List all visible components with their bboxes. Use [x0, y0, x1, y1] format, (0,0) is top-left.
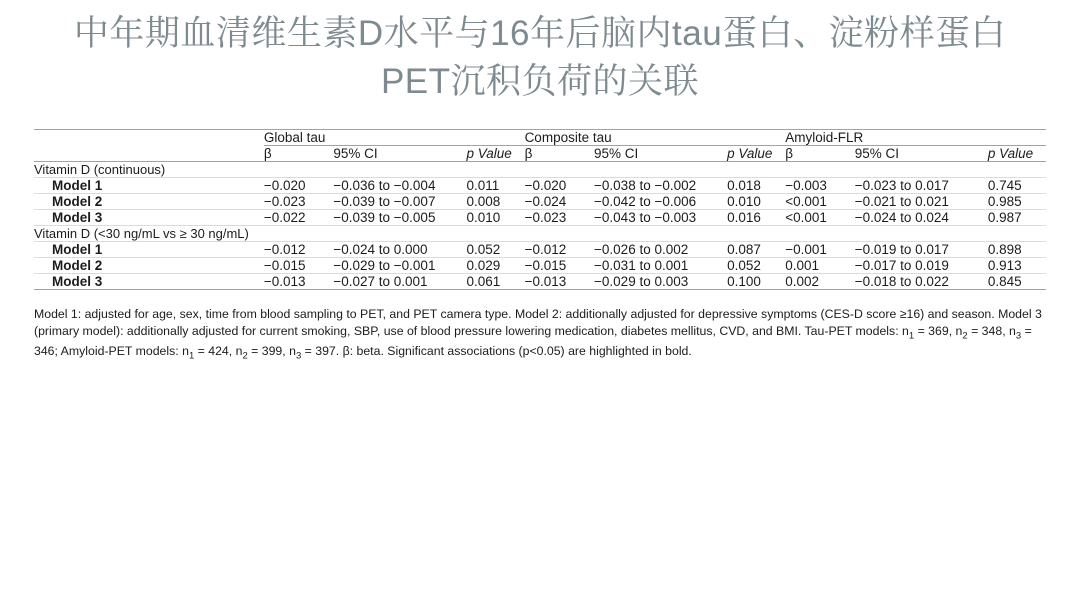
row-label: Model 2	[34, 257, 264, 273]
group-header-composite-tau: Composite tau	[525, 129, 786, 145]
cell-ci: −0.019 to 0.017	[855, 241, 988, 257]
cell-beta: −0.024	[525, 193, 594, 209]
subheader-ci-1: 95% CI	[333, 145, 466, 161]
cell-p-value: 0.845	[988, 273, 1046, 289]
table-subheader-row	[34, 145, 1046, 161]
table-body	[34, 161, 1046, 289]
cell-beta: 0.002	[785, 273, 854, 289]
cell-beta: −0.013	[264, 273, 333, 289]
cell-beta: 0.001	[785, 257, 854, 273]
cell-ci: −0.036 to −0.004	[333, 177, 466, 193]
cell-ci: −0.017 to 0.019	[855, 257, 988, 273]
cell-p-value: 0.010	[727, 193, 785, 209]
cell-ci: −0.027 to 0.001	[333, 273, 466, 289]
table-section-row	[34, 225, 1046, 241]
row-label: Model 3	[34, 273, 264, 289]
cell-p-value: 0.898	[988, 241, 1046, 257]
cell-ci: −0.039 to −0.005	[333, 209, 466, 225]
cell-ci: −0.029 to 0.003	[594, 273, 727, 289]
section-label: Vitamin D (continuous)	[34, 161, 1046, 177]
cell-beta: −0.023	[525, 209, 594, 225]
cell-ci: −0.043 to −0.003	[594, 209, 727, 225]
cell-beta: −0.020	[525, 177, 594, 193]
cell-p-value: 0.987	[988, 209, 1046, 225]
subheader-p-3: p Value	[988, 145, 1046, 161]
table-row	[34, 273, 1046, 289]
subheader-beta-2: β	[525, 145, 594, 161]
table-section-row	[34, 161, 1046, 177]
subheader-ci-3: 95% CI	[855, 145, 988, 161]
subheader-ci-2: 95% CI	[594, 145, 727, 161]
cell-ci: −0.018 to 0.022	[855, 273, 988, 289]
cell-p-value: 0.913	[988, 257, 1046, 273]
table-row	[34, 241, 1046, 257]
row-label: Model 2	[34, 193, 264, 209]
cell-ci: −0.029 to −0.001	[333, 257, 466, 273]
group-header-spacer	[34, 129, 264, 145]
cell-p-value: 0.100	[727, 273, 785, 289]
cell-p-value: 0.087	[727, 241, 785, 257]
cell-beta: −0.001	[785, 241, 854, 257]
row-label: Model 1	[34, 177, 264, 193]
cell-ci: −0.026 to 0.002	[594, 241, 727, 257]
cell-ci: −0.031 to 0.001	[594, 257, 727, 273]
cell-ci: −0.024 to 0.000	[333, 241, 466, 257]
cell-beta: −0.015	[264, 257, 333, 273]
cell-p-value: 0.052	[466, 241, 524, 257]
subheader-spacer	[34, 145, 264, 161]
group-header-amyloid-flr: Amyloid-FLR	[785, 129, 1046, 145]
cell-beta: −0.023	[264, 193, 333, 209]
cell-ci: −0.024 to 0.024	[855, 209, 988, 225]
cell-beta: −0.015	[525, 257, 594, 273]
group-header-global-tau: Global tau	[264, 129, 525, 145]
cell-p-value: 0.016	[727, 209, 785, 225]
cell-beta: −0.013	[525, 273, 594, 289]
table-row	[34, 209, 1046, 225]
cell-p-value: 0.985	[988, 193, 1046, 209]
row-label: Model 3	[34, 209, 264, 225]
cell-beta: −0.020	[264, 177, 333, 193]
cell-p-value: 0.011	[466, 177, 524, 193]
cell-ci: −0.038 to −0.002	[594, 177, 727, 193]
table-row	[34, 257, 1046, 273]
cell-beta: −0.012	[525, 241, 594, 257]
cell-p-value: 0.052	[727, 257, 785, 273]
cell-beta: −0.003	[785, 177, 854, 193]
subheader-p-1: p Value	[466, 145, 524, 161]
subheader-beta-1: β	[264, 145, 333, 161]
cell-ci: −0.021 to 0.021	[855, 193, 988, 209]
cell-p-value: 0.010	[466, 209, 524, 225]
results-table	[34, 129, 1046, 290]
page-title: 中年期血清维生素D水平与16年后脑内tau蛋白、淀粉样蛋白PET沉积负荷的关联	[73, 14, 1007, 102]
cell-beta: −0.012	[264, 241, 333, 257]
section-label: Vitamin D (<30 ng/mL vs ≥ 30 ng/mL)	[34, 225, 1046, 241]
table-row	[34, 193, 1046, 209]
cell-beta: −0.022	[264, 209, 333, 225]
table-group-header-row	[34, 129, 1046, 145]
table-row	[34, 177, 1046, 193]
cell-p-value: 0.061	[466, 273, 524, 289]
cell-ci: −0.023 to 0.017	[855, 177, 988, 193]
table-footnote: Model 1: adjusted for age, sex, time from blood sampling to PET, and PET camera type. Model 2: additionally adjusted for depressive symptoms (CES-D score ≥16) and season. Model 3 (primary model): additionally adjusted for current smoking, SBP, use of blood pressure lowering medication, diabetes mellitus, CVD, and BMI. Tau-PET models: $n_1 = 369$, $n_2 = 348$, $n_3 = 346$; Amyloid-PET models: $n_1 = 424$, $n_2 = 399$, $n_3 = 397$. β: beta. Significant associations (p<0.05) are highlighted in bold.	[34, 306, 1042, 362]
cell-p-value: 0.018	[727, 177, 785, 193]
cell-beta: <0.001	[785, 209, 854, 225]
cell-ci: −0.042 to −0.006	[594, 193, 727, 209]
cell-p-value: 0.008	[466, 193, 524, 209]
cell-beta: <0.001	[785, 193, 854, 209]
subheader-p-2: p Value	[727, 145, 785, 161]
cell-p-value: 0.029	[466, 257, 524, 273]
subheader-beta-3: β	[785, 145, 854, 161]
row-label: Model 1	[34, 241, 264, 257]
results-table-container	[34, 129, 1046, 290]
cell-ci: −0.039 to −0.007	[333, 193, 466, 209]
cell-p-value: 0.745	[988, 177, 1046, 193]
